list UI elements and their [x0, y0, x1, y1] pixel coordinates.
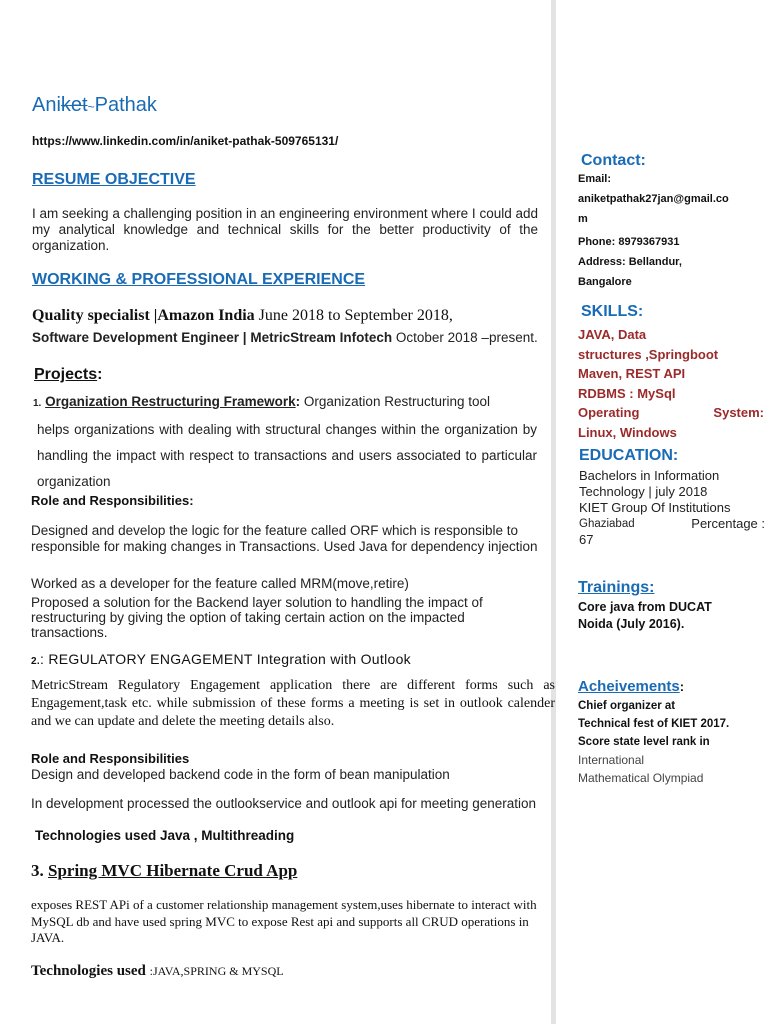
project-1-title: Organization Restructuring Framework: [45, 394, 296, 409]
phone: Phone: 8979367931: [578, 236, 680, 248]
email-value[interactable]: aniketpathak27jan@gmail.co m: [578, 193, 729, 225]
projects-heading: Projects:: [34, 366, 103, 383]
project-2-description: MetricStream Regulatory Engagement application there are different forms such as Engagement,task etc. while submission of these forms a meeting is set in outlook calender and we can update and delete the meeting details also.: [31, 678, 555, 729]
project-3-description: exposes REST APi of a customer relationship management system,uses hibernate to interact with MySQL db and have used spring MVC to expose Rest api and supports all CRUD operations in JAVA.: [31, 897, 537, 945]
candidate-name: Aniket~Pathak: [32, 94, 157, 116]
trainings-list: Core java from DUCAT Noida (July 2016).: [578, 600, 712, 631]
project-1: 1. Organization Restructuring Framework: Organization Restructuring tool helps organizations with dealing with structural changes within the organization by handling the impact with respect to transactions and users associated to particular organization: [33, 389, 537, 495]
project-2-role-heading: Role and Responsibilities: [31, 751, 190, 766]
objective-text: I am seeking a challenging position in an engineering environment where I could add my analytical knowledge and technical skills for the better productivity of the organization.: [32, 206, 538, 253]
education-heading: EDUCATION:: [579, 447, 679, 464]
linkedin-link[interactable]: https://www.linkedin.com/in/aniket-pathak-509765131/: [32, 134, 339, 148]
project-3-title: 3. Spring MVC Hibernate Crud App: [31, 861, 298, 880]
project-1-resp-3: Proposed a solution for the Backend layer solution to handling the impact of restructuring by giving the option of taking certain action on the impacted transactions.: [31, 595, 483, 640]
project-2-resp-2: In development processed the outlookservice and outlook api for meeting generation: [31, 796, 537, 811]
achievements-list: Chief organizer at Technical fest of KIET 2017. Score state level rank in International Mathematical Olympiad: [578, 700, 730, 785]
project-2-tech: Technologies used Java , Multithreading: [35, 828, 295, 843]
education-details: Bachelors in Information Technology | july 2018 KIET Group Of Institutions Ghaziabad Percentage : 67: [579, 468, 765, 547]
skills-list: JAVA, Data structures ,Springboot Maven, REST API RDBMS : MySql Operating System: Linux, Windows: [578, 327, 764, 440]
project-1-resp-1: Designed and develop the logic for the feature called ORF which is responsible to responsible for making changes in Transactions. Used Java for dependency injection: [31, 523, 538, 554]
experience-heading: WORKING & PROFESSIONAL EXPERIENCE: [32, 271, 366, 288]
address-line-2: Bangalore: [578, 276, 632, 288]
project-1-resp-2: Worked as a developer for the feature called MRM(move,retire): [31, 576, 409, 591]
job-metricstream: Software Development Engineer | MetricStream Infotech October 2018 –present.: [32, 330, 538, 345]
trainings-heading: Trainings:: [578, 579, 655, 596]
skills-heading: SKILLS:: [581, 303, 644, 320]
objective-heading: RESUME OBJECTIVE: [32, 171, 196, 188]
project-2-resp-1: Design and developed backend code in the form of bean manipulation: [31, 767, 450, 782]
contact-heading: Contact:: [581, 152, 646, 169]
email-label: Email:: [578, 173, 612, 185]
column-divider: [551, 0, 556, 1024]
project-3-tech: Technologies used :JAVA,SPRING & MYSQL: [31, 963, 284, 979]
achievements-heading: Acheivements:: [578, 678, 685, 695]
project-1-description: helps organizations with dealing with structural changes within the organization by handling the impact with respect to transactions and users associated to particular organization: [37, 422, 537, 489]
project-2-title: 2.: REGULATORY ENGAGEMENT Integration with Outlook: [31, 651, 411, 667]
job-amazon: Quality specialist |Amazon India June 2018 to September 2018,: [32, 307, 453, 324]
contact-details: [578, 169, 758, 292]
project-1-role-heading: Role and Responsibilities:: [31, 493, 194, 508]
address-line-1: Address: Bellandur,: [578, 256, 682, 268]
